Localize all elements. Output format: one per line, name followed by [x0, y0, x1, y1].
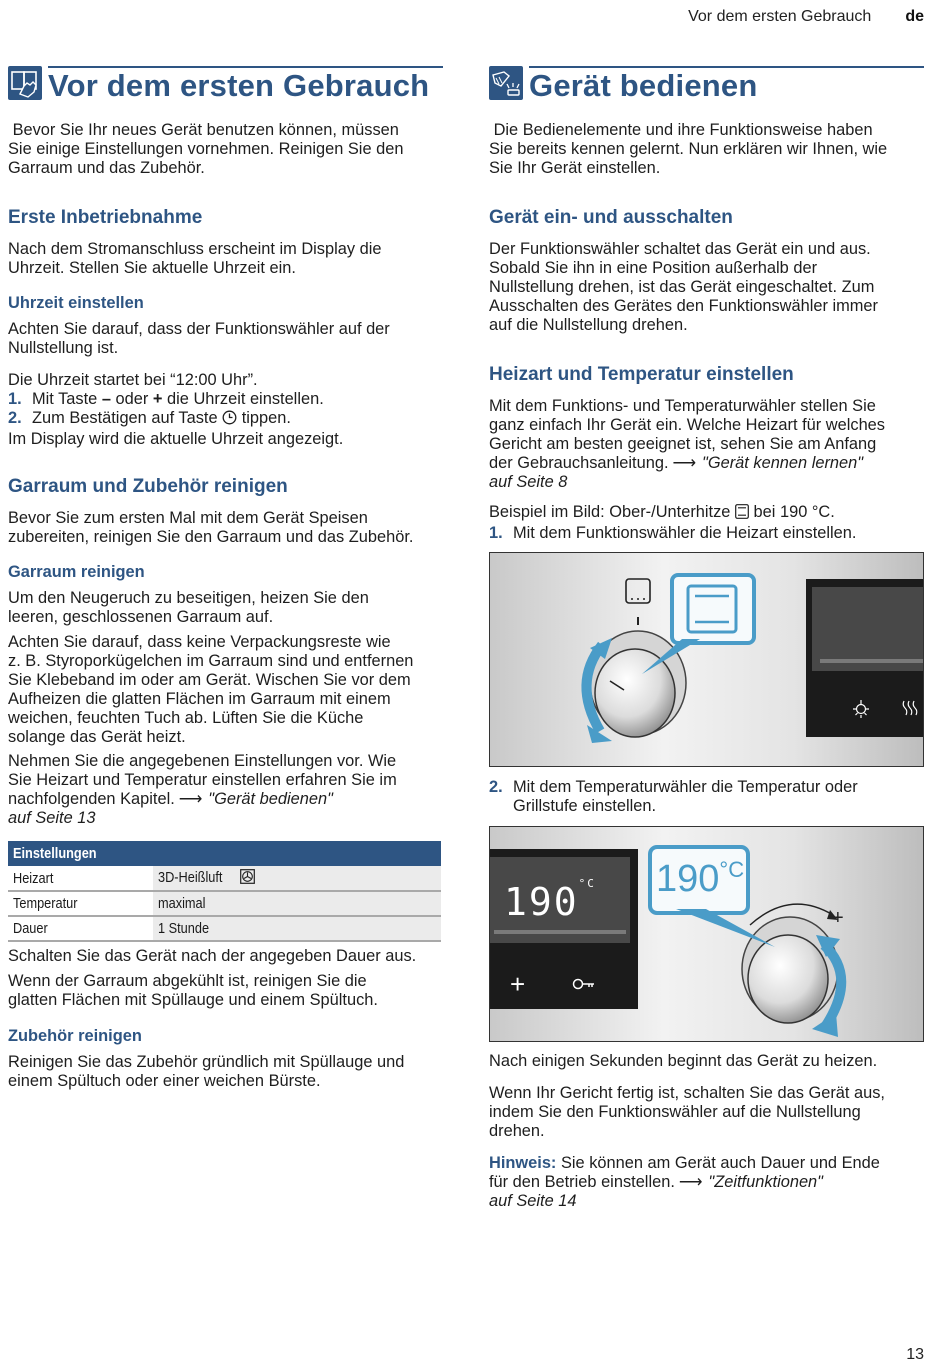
chapter-title: Gerät bedienen: [529, 68, 758, 103]
top-bottom-heat-icon: [735, 504, 749, 524]
section-heading-garraum-zubehoer: Garraum und Zubehör reinigen: [8, 476, 288, 497]
xref-geraet-kennen-lernen[interactable]: "Gerät kennen lernen": [702, 454, 864, 472]
manual-hand-icon: [8, 66, 42, 100]
display-temperature: $190^{^\circ C}$: [504, 877, 596, 924]
onoff-text: Der Funktionswähler schaltet das Gerät ein und aus. Sobald Sie ihn in eine Position außerhalb der Nullstellung drehen, ist das Gerät eingeschaltet. Zum Ausschalten des Gerätes den Funktionswähler immer auf die Nullstellung drehen.: [489, 240, 879, 334]
running-header: [688, 8, 924, 26]
xref-page[interactable]: auf Seite 8: [489, 473, 568, 491]
erste-text: Nach dem Stromanschluss erscheint im Display die Uhrzeit. Stellen Sie aktuelle Uhrzeit ein.: [8, 240, 382, 277]
hint-label: Hinweis:: [489, 1154, 557, 1172]
function-selector-figure: [489, 552, 924, 767]
minus-key-icon: –: [101, 390, 111, 408]
heat-step-1: 1. Mit dem Funktionswähler die Heizart einstellen.: [489, 524, 857, 542]
uhrzeit-steps: [8, 371, 445, 449]
subheading-zubehoer-reinigen: Zubehör reinigen: [8, 1027, 142, 1045]
zubehoer-text: Reinigen Sie das Zubehör gründlich mit Spüllauge und einem Spültuch oder einer weichen Bürste.: [8, 1053, 405, 1090]
plus-button-icon: +: [510, 969, 526, 999]
table-row: Dauer 1 Stunde: [8, 916, 441, 941]
settings-table: [8, 841, 445, 942]
running-title: Vor dem ersten Gebrauch: [688, 8, 872, 25]
section-heading-ein-ausschalten: Gerät ein- und ausschalten: [489, 207, 733, 228]
after-text-2: Wenn Ihr Gericht fertig ist, schalten Sie das Gerät aus, indem Sie den Funktionswähler auf die Nullstellung drehen.: [489, 1084, 885, 1140]
table-row: Temperatur maximal: [8, 891, 441, 916]
table-header: Einstellungen: [8, 841, 441, 866]
chapter-heading-left: [8, 64, 443, 104]
plus-key-icon: +: [152, 390, 163, 408]
heat-text: Mit dem Funktions- und Temperaturwähler stellen Sie ganz einfach Ihr Gerät ein. Welche Heizart für welches Gericht am besten geeignet ist, sehen Sie am Anfang der Gebrauchsanleitung. ⟶ "Gerät kennen lernen" auf Seite 8: [489, 397, 885, 491]
callout-temperature: $190^{^\circ C}$: [656, 857, 745, 900]
garraum-p1: Um den Neugeruch zu beseitigen, heizen Sie den leeren, geschlossenen Garraum auf.: [8, 589, 369, 626]
page-number: 13: [906, 1346, 924, 1363]
cool-text: Wenn der Garraum abgekühlt ist, reinigen Sie die glatten Flächen mit Spüllauge und einem Spültuch.: [8, 972, 378, 1009]
arrow-right-icon: ⟶: [678, 1173, 703, 1191]
uhrzeit-text: Achten Sie darauf, dass der Funktionswähler auf der Nullstellung ist.: [8, 320, 390, 357]
chapter-title: Vor dem ersten Gebrauch: [48, 68, 430, 103]
light-icon: [851, 698, 871, 724]
garraum-p2: Achten Sie darauf, dass keine Verpackungsreste wie z. B. Styroporkügelchen im Garraum sind und entfernen Sie Klebeband im oder am Gerät. Wischen Sie vor dem Aufheizen die glatten Flächen im Garraum mit einem weichen, feuchten Tuch ab. Lüften Sie die Küche solange das Gerät heizt.: [8, 633, 414, 746]
steam-icon: [900, 698, 920, 725]
fan-heating-icon: [240, 869, 255, 888]
subheading-garraum-reinigen: Garraum reinigen: [8, 563, 145, 581]
intro-paragraph: Die Bedienelemente und ihre Funktionsweise haben Sie bereits kennen gelernt. Nun erklären wir Ihnen, wie Sie Ihr Gerät einstellen.: [489, 121, 888, 177]
step-2: 2. Zum Bestätigen auf Taste tippen.: [8, 409, 445, 430]
xref-page[interactable]: auf Seite 14: [489, 1192, 577, 1210]
heat-step-2: 2. Mit dem Temperaturwähler die Temperatur oder Grillstufe einstellen.: [489, 778, 858, 815]
key-lock-icon: [572, 977, 596, 996]
example-line: Beispiel im Bild: Ober-/Unterhitze bei 190 °C. 1. Mit dem Funktionswähler die Heizart einstellen.: [489, 503, 926, 543]
after-table-text: Schalten Sie das Gerät nach der angegeben Dauer aus.: [8, 947, 417, 965]
subheading-uhrzeit-einstellen: Uhrzeit einstellen: [8, 294, 144, 312]
xref-geraet-bedienen[interactable]: "Gerät bedienen": [208, 790, 333, 808]
start-time-line: Die Uhrzeit startet bei “12:00 Uhr”.: [8, 371, 258, 389]
after-text-1: Nach einigen Sekunden beginnt das Gerät zu heizen.: [489, 1052, 878, 1070]
intro-paragraph: Bevor Sie Ihr neues Gerät benutzen können, müssen Sie einige Einstellungen vornehmen. Reinigen Sie den Garraum und das Zubehör.: [8, 121, 404, 177]
hint-note: Hinweis: Sie können am Gerät auch Dauer und Ende für den Betrieb einstellen. ⟶ "Zeitfunktionen" auf Seite 14: [489, 1154, 880, 1210]
operate-device-icon: [489, 66, 523, 100]
result-line: Im Display wird die aktuelle Uhrzeit angezeigt.: [8, 430, 344, 448]
temperature-selector-figure: [489, 826, 924, 1042]
language-code: de: [905, 8, 924, 25]
clock-icon: [222, 410, 237, 430]
chapter-heading-right: [489, 64, 924, 104]
xref-zeitfunktionen[interactable]: "Zeitfunktionen": [708, 1173, 823, 1191]
arrow-right-icon: ⟶: [178, 790, 203, 808]
xref-page[interactable]: auf Seite 13: [8, 809, 96, 827]
garraum-p3: Nehmen Sie die angegebenen Einstellungen vor. Wie Sie Heizart und Temperatur einstellen erfahren Sie im nachfolgenden Kapitel. ⟶ "Gerät bedienen" auf Seite 13: [8, 752, 397, 827]
arrow-right-icon: ⟶: [672, 454, 697, 472]
table-row: Heizart 3D-Heißluft: [8, 866, 441, 891]
plus-label: +: [832, 907, 844, 929]
step-1: 1. Mit Taste – oder + die Uhrzeit einstellen.: [8, 390, 324, 408]
section-heading-heizart-temperatur: Heizart und Temperatur einstellen: [489, 364, 794, 385]
section-heading-erste-inbetriebnahme: Erste Inbetriebnahme: [8, 207, 203, 228]
cleaning-text: Bevor Sie zum ersten Mal mit dem Gerät Speisen zubereiten, reinigen Sie den Garraum und das Zubehör.: [8, 509, 414, 546]
